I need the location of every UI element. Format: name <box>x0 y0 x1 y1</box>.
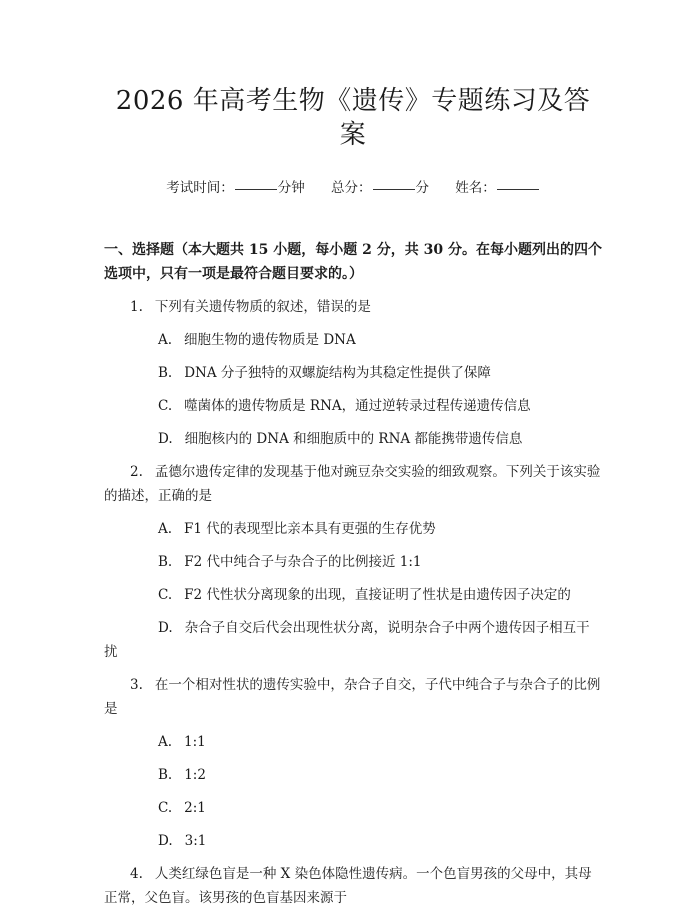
option-1c <box>104 394 602 418</box>
option-2c <box>104 583 602 607</box>
question-stem: 下列有关遗传物质的叙述，错误的是 <box>154 299 371 315</box>
option-2b <box>104 550 602 574</box>
question-3 <box>104 673 602 721</box>
option-letter: C. <box>158 398 173 414</box>
option-letter: D. <box>158 833 173 849</box>
score-field <box>331 180 429 196</box>
score-label: 总分： <box>331 180 372 196</box>
option-3b <box>104 763 602 787</box>
options-list-1 <box>104 328 602 451</box>
name-label: 姓名： <box>455 180 496 196</box>
score-blank <box>373 189 415 190</box>
section-heading: 一、选择题（本大题共 15 小题，每小题 2 分，共 30 分。在每小题列出的四个选项中，只有一项是最符合题目要求的。） <box>104 242 602 282</box>
option-2d <box>104 616 602 664</box>
question-stem: 人类红绿色盲是一种 X 染色体隐性遗传病。一个色盲男孩的父母中，其母正常，父色盲。该男孩的色盲基因来源于 <box>104 866 592 906</box>
time-unit: 分钟 <box>277 180 305 196</box>
name-blank <box>497 189 539 190</box>
time-blank <box>235 189 277 190</box>
option-text: 细胞核内的 DNA 和细胞质中的 RNA 都能携带遗传信息 <box>184 431 523 447</box>
page-title: 2026 年高考生物《遗传》专题练习及答案 <box>115 86 591 150</box>
option-letter: A. <box>158 521 173 537</box>
option-text: 1:2 <box>184 767 206 783</box>
question-stem: 孟德尔遗传定律的发现基于他对豌豆杂交实验的细致观察。下列关于该实验的描述，正确的是 <box>104 464 601 504</box>
option-text: DNA 分子独特的双螺旋结构为其稳定性提供了保障 <box>184 365 491 381</box>
option-letter: B. <box>158 365 173 381</box>
option-1a <box>104 328 602 352</box>
option-letter: A. <box>158 332 173 348</box>
option-letter: C. <box>158 800 173 816</box>
option-letter: C. <box>158 587 173 603</box>
option-1b <box>104 361 602 385</box>
question-number: 4. <box>130 866 143 882</box>
option-3c <box>104 796 602 820</box>
option-text: F2 代中纯合子与杂合子的比例接近 1:1 <box>184 554 422 570</box>
option-1d <box>104 427 602 451</box>
score-unit: 分 <box>415 180 429 196</box>
option-3a <box>104 730 602 754</box>
question-number: 2. <box>130 464 143 480</box>
time-label: 考试时间： <box>166 180 234 196</box>
time-field <box>166 180 305 196</box>
question-1 <box>104 295 602 319</box>
exam-info <box>104 178 602 198</box>
option-text: 3:1 <box>184 833 207 849</box>
option-letter: B. <box>158 554 173 570</box>
options-list-3 <box>104 730 602 853</box>
option-text: 2:1 <box>184 800 206 816</box>
option-letter: A. <box>158 734 173 750</box>
option-letter: D. <box>158 431 173 447</box>
question-stem: 在一个相对性状的遗传实验中，杂合子自交，子代中纯合子与杂合子的比例是 <box>104 677 601 717</box>
option-text: 1:1 <box>184 734 206 750</box>
options-list-2 <box>104 517 602 664</box>
question-2 <box>104 460 602 508</box>
option-text: F2 代性状分离现象的出现，直接证明了性状是由遗传因子决定的 <box>184 587 571 603</box>
option-2a <box>104 517 602 541</box>
name-field <box>455 180 540 196</box>
option-text: 细胞生物的遗传物质是 DNA <box>184 332 356 348</box>
option-letter: D. <box>158 620 173 636</box>
option-3d <box>104 829 602 853</box>
question-number: 1. <box>130 299 143 315</box>
option-letter: B. <box>158 767 173 783</box>
question-number: 3. <box>130 677 143 693</box>
option-text: 杂合子自交后代会出现性状分离，说明杂合子中两个遗传因子相互干扰 <box>104 620 590 660</box>
question-4 <box>104 862 602 910</box>
option-text: 噬菌体的遗传物质是 RNA，通过逆转录过程传递遗传信息 <box>184 398 531 414</box>
option-text: F1 代的表现型比亲本具有更强的生存优势 <box>184 521 436 537</box>
